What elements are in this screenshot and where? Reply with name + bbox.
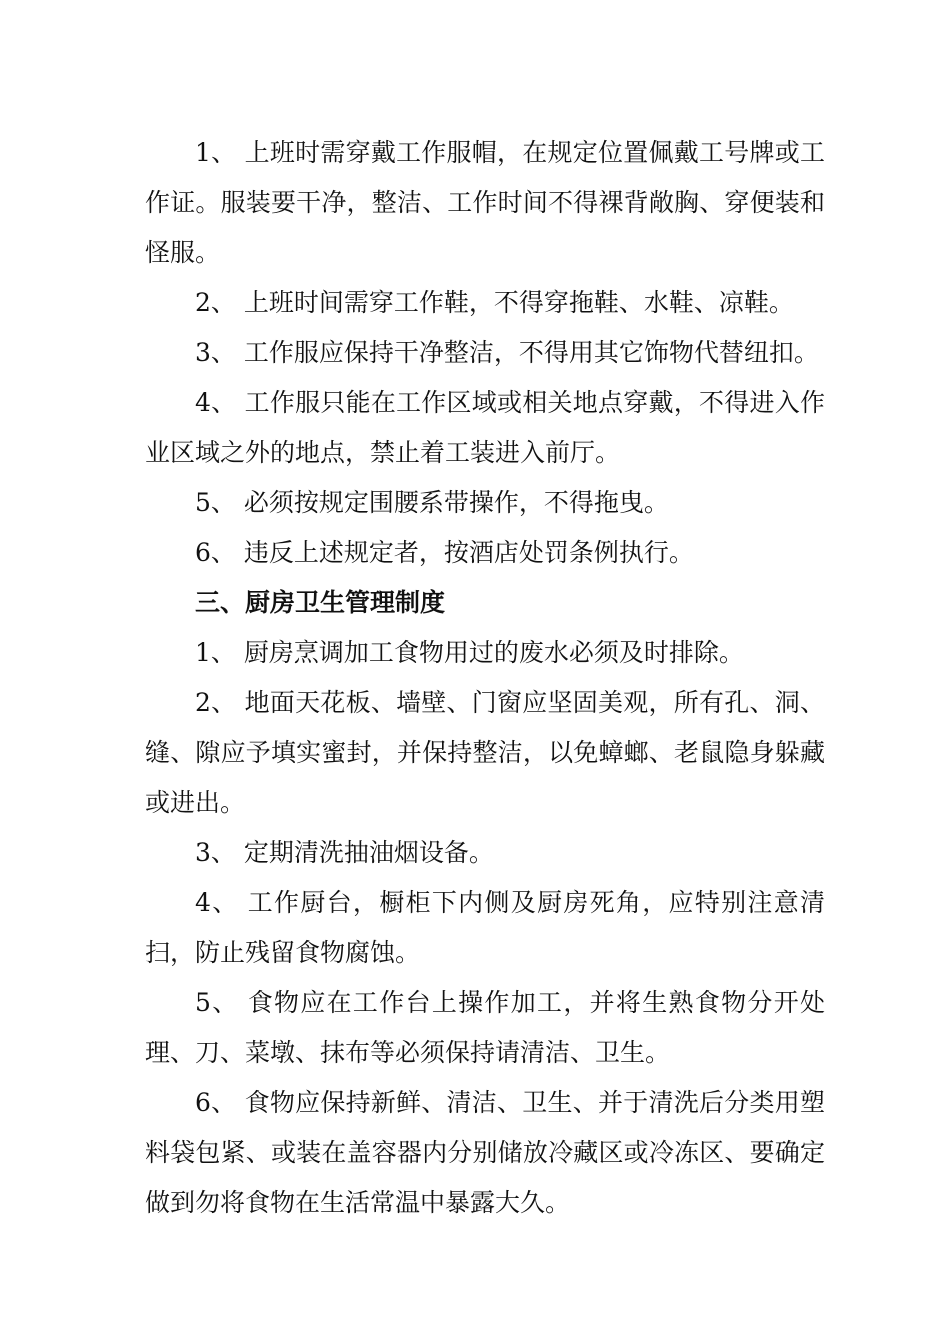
rule-item-6: 6、 违反上述规定者，按酒店处罚条例执行。 — [195, 538, 694, 567]
kitchen-rule-item-2: 2、 地面天花板、墙壁、门窗应坚固美观，所有孔、洞、缝、隙应予填实蜜封，并保持整洁，以免蟑螂、老鼠隐身躲藏或进出。 — [145, 688, 825, 817]
kitchen-rule-item-1: 1、 厨房烹调加工食物用过的废水必须及时排除。 — [195, 638, 744, 667]
kitchen-rule-item-6: 6、 食物应保持新鲜、清洁、卫生、并于清洗后分类用塑料袋包紧、或装在盖容器内分别储放冷藏区或冷冻区、要确定做到勿将食物在生活常温中暴露大久。 — [145, 1088, 825, 1217]
kitchen-rule-item-5: 5、 食物应在工作台上操作加工，并将生熟食物分开处理、刀、菜墩、抹布等必须保持请清洁、卫生。 — [145, 988, 825, 1067]
rule-item-2: 2、 上班时间需穿工作鞋，不得穿拖鞋、水鞋、凉鞋。 — [195, 288, 794, 317]
rule-item-4: 4、 工作服只能在工作区域或相关地点穿戴，不得进入作业区域之外的地点，禁止着工装进入前厅。 — [145, 388, 825, 467]
rule-item-1: 1、 上班时需穿戴工作服帽，在规定位置佩戴工号牌或工作证。服装要干净，整洁、工作时间不得裸背敞胸、穿便装和怪服。 — [145, 138, 825, 267]
section-heading: 三、厨房卫生管理制度 — [195, 588, 446, 617]
rule-item-5: 5、 必须按规定围腰系带操作，不得拖曳。 — [195, 488, 669, 517]
kitchen-rule-item-4: 4、 工作厨台，橱柜下内侧及厨房死角，应特别注意清扫，防止残留食物腐蚀。 — [145, 888, 825, 967]
rule-item-3: 3、 工作服应保持干净整洁，不得用其它饰物代替纽扣。 — [195, 338, 819, 367]
document-body — [145, 128, 825, 1228]
kitchen-rule-item-3: 3、 定期清洗抽油烟设备。 — [195, 838, 494, 867]
